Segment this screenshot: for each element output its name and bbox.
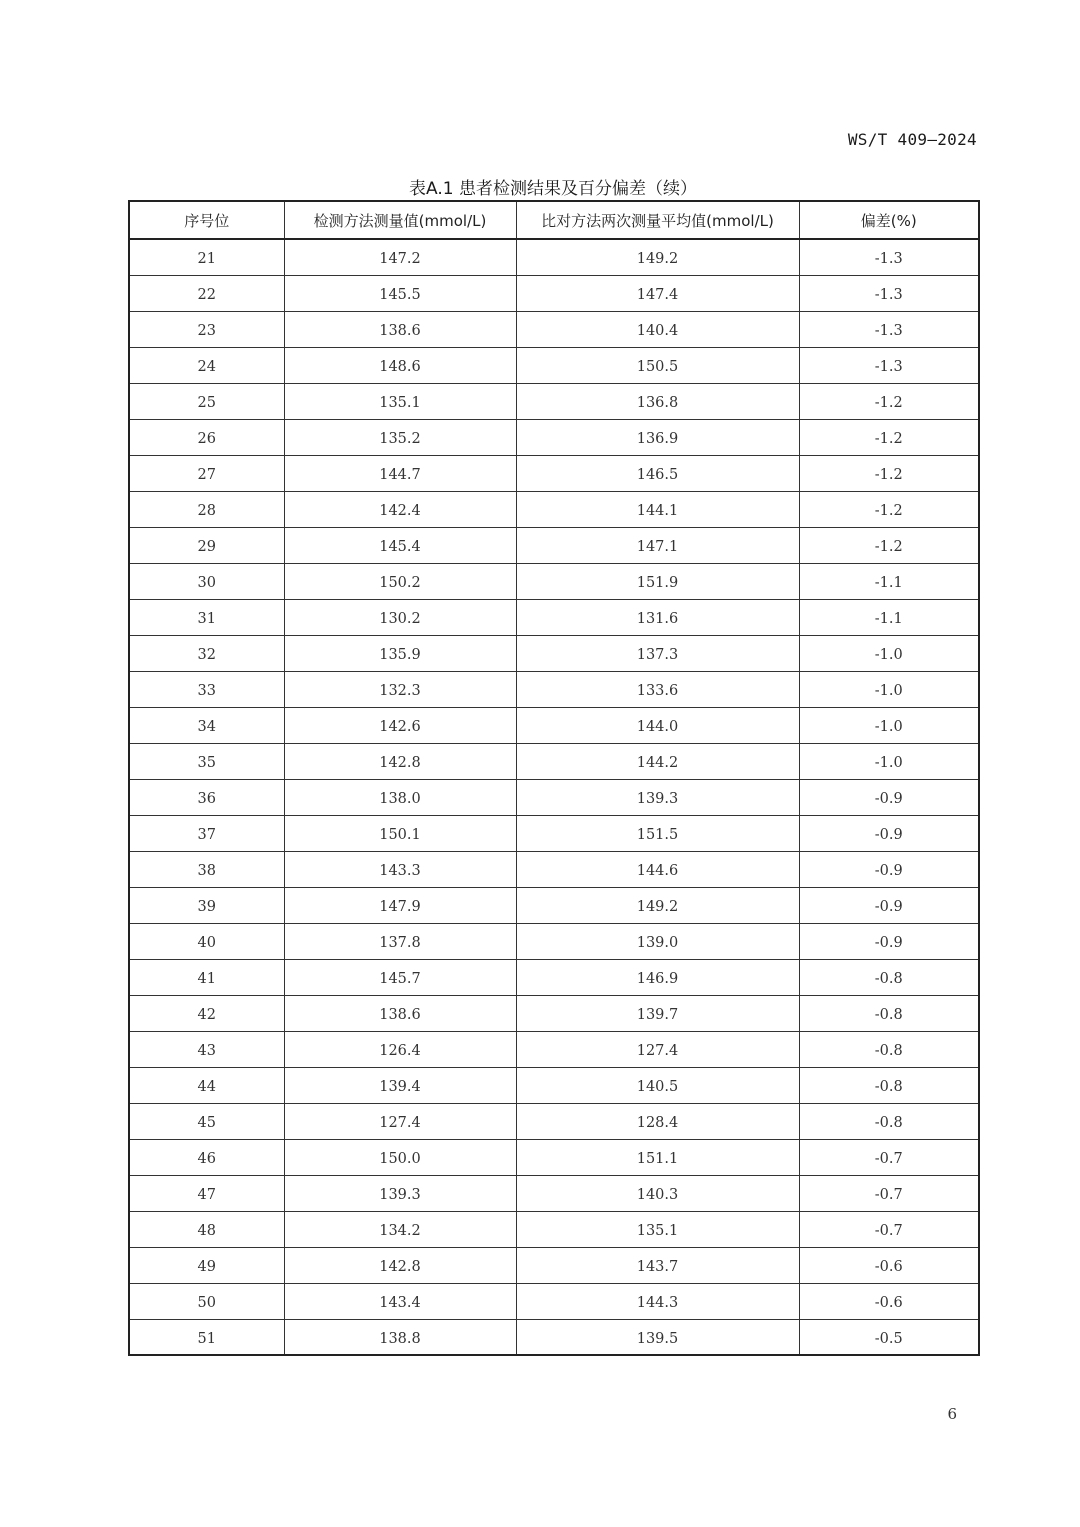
cell-bias: -0.9 <box>799 887 979 923</box>
cell-comparison-mean: 128.4 <box>516 1103 799 1139</box>
cell-sequence: 31 <box>129 599 284 635</box>
column-header-sequence: 序号位 <box>129 201 284 239</box>
cell-bias: -0.9 <box>799 815 979 851</box>
table-row <box>129 239 979 275</box>
cell-sequence: 37 <box>129 815 284 851</box>
table-row <box>129 743 979 779</box>
cell-comparison-mean: 136.9 <box>516 419 799 455</box>
cell-sequence: 47 <box>129 1175 284 1211</box>
cell-comparison-mean: 140.4 <box>516 311 799 347</box>
cell-bias: -1.2 <box>799 527 979 563</box>
cell-comparison-mean: 140.3 <box>516 1175 799 1211</box>
cell-bias: -1.2 <box>799 455 979 491</box>
table-row <box>129 815 979 851</box>
cell-bias: -0.6 <box>799 1283 979 1319</box>
cell-bias: -0.7 <box>799 1211 979 1247</box>
cell-test-value: 138.0 <box>284 779 516 815</box>
table-row <box>129 707 979 743</box>
cell-test-value: 150.0 <box>284 1139 516 1175</box>
cell-bias: -0.7 <box>799 1139 979 1175</box>
cell-comparison-mean: 139.0 <box>516 923 799 959</box>
cell-comparison-mean: 140.5 <box>516 1067 799 1103</box>
cell-bias: -0.8 <box>799 995 979 1031</box>
cell-comparison-mean: 127.4 <box>516 1031 799 1067</box>
cell-bias: -0.6 <box>799 1247 979 1283</box>
column-header-comparison-mean: 比对方法两次测量平均值(mmol/L) <box>516 201 799 239</box>
cell-comparison-mean: 150.5 <box>516 347 799 383</box>
cell-sequence: 48 <box>129 1211 284 1247</box>
document-code: WS/T 409—2024 <box>847 130 977 149</box>
cell-comparison-mean: 135.1 <box>516 1211 799 1247</box>
cell-sequence: 32 <box>129 635 284 671</box>
cell-bias: -1.3 <box>799 311 979 347</box>
cell-test-value: 145.4 <box>284 527 516 563</box>
cell-sequence: 50 <box>129 1283 284 1319</box>
cell-test-value: 139.4 <box>284 1067 516 1103</box>
cell-comparison-mean: 151.9 <box>516 563 799 599</box>
cell-test-value: 135.1 <box>284 383 516 419</box>
cell-bias: -0.8 <box>799 1031 979 1067</box>
cell-comparison-mean: 139.3 <box>516 779 799 815</box>
header-row <box>129 201 979 239</box>
cell-bias: -1.0 <box>799 635 979 671</box>
table-row <box>129 347 979 383</box>
cell-sequence: 23 <box>129 311 284 347</box>
cell-sequence: 45 <box>129 1103 284 1139</box>
table-row <box>129 455 979 491</box>
cell-sequence: 25 <box>129 383 284 419</box>
cell-test-value: 134.2 <box>284 1211 516 1247</box>
cell-comparison-mean: 146.9 <box>516 959 799 995</box>
table-row <box>129 887 979 923</box>
cell-sequence: 40 <box>129 923 284 959</box>
cell-test-value: 142.6 <box>284 707 516 743</box>
cell-test-value: 132.3 <box>284 671 516 707</box>
table-header <box>129 201 979 239</box>
cell-sequence: 43 <box>129 1031 284 1067</box>
table-row <box>129 1319 979 1355</box>
cell-bias: -1.3 <box>799 275 979 311</box>
table-row <box>129 635 979 671</box>
cell-test-value: 142.8 <box>284 743 516 779</box>
cell-sequence: 41 <box>129 959 284 995</box>
cell-test-value: 135.9 <box>284 635 516 671</box>
table-row <box>129 311 979 347</box>
column-header-bias: 偏差(%) <box>799 201 979 239</box>
cell-comparison-mean: 136.8 <box>516 383 799 419</box>
cell-sequence: 27 <box>129 455 284 491</box>
table-row <box>129 275 979 311</box>
cell-comparison-mean: 151.5 <box>516 815 799 851</box>
cell-bias: -1.2 <box>799 383 979 419</box>
cell-test-value: 145.7 <box>284 959 516 995</box>
column-header-test-value: 检测方法测量值(mmol/L) <box>284 201 516 239</box>
cell-comparison-mean: 131.6 <box>516 599 799 635</box>
cell-bias: -0.9 <box>799 851 979 887</box>
cell-comparison-mean: 149.2 <box>516 887 799 923</box>
cell-bias: -1.2 <box>799 419 979 455</box>
table-row <box>129 491 979 527</box>
table-row <box>129 995 979 1031</box>
table-row <box>129 1067 979 1103</box>
table-row <box>129 563 979 599</box>
cell-sequence: 44 <box>129 1067 284 1103</box>
table-row <box>129 1139 979 1175</box>
table-row <box>129 1175 979 1211</box>
cell-comparison-mean: 149.2 <box>516 239 799 275</box>
cell-comparison-mean: 151.1 <box>516 1139 799 1175</box>
results-table <box>128 200 980 1356</box>
cell-sequence: 33 <box>129 671 284 707</box>
cell-sequence: 39 <box>129 887 284 923</box>
cell-sequence: 38 <box>129 851 284 887</box>
cell-test-value: 143.4 <box>284 1283 516 1319</box>
cell-bias: -0.9 <box>799 779 979 815</box>
page-number: 6 <box>947 1405 957 1423</box>
cell-sequence: 36 <box>129 779 284 815</box>
cell-test-value: 150.1 <box>284 815 516 851</box>
cell-comparison-mean: 143.7 <box>516 1247 799 1283</box>
cell-test-value: 148.6 <box>284 347 516 383</box>
cell-bias: -0.7 <box>799 1175 979 1211</box>
table-row <box>129 1103 979 1139</box>
table-row <box>129 923 979 959</box>
cell-test-value: 130.2 <box>284 599 516 635</box>
table-row <box>129 1283 979 1319</box>
cell-comparison-mean: 139.5 <box>516 1319 799 1355</box>
cell-test-value: 143.3 <box>284 851 516 887</box>
cell-comparison-mean: 139.7 <box>516 995 799 1031</box>
cell-test-value: 127.4 <box>284 1103 516 1139</box>
cell-sequence: 22 <box>129 275 284 311</box>
cell-comparison-mean: 144.3 <box>516 1283 799 1319</box>
cell-bias: -0.8 <box>799 1067 979 1103</box>
cell-sequence: 29 <box>129 527 284 563</box>
cell-test-value: 142.8 <box>284 1247 516 1283</box>
cell-sequence: 26 <box>129 419 284 455</box>
table-row <box>129 599 979 635</box>
cell-sequence: 35 <box>129 743 284 779</box>
cell-test-value: 147.2 <box>284 239 516 275</box>
table-row <box>129 851 979 887</box>
cell-test-value: 137.8 <box>284 923 516 959</box>
table-row <box>129 1247 979 1283</box>
cell-test-value: 150.2 <box>284 563 516 599</box>
cell-bias: -1.3 <box>799 239 979 275</box>
table-row <box>129 527 979 563</box>
cell-bias: -1.0 <box>799 671 979 707</box>
cell-comparison-mean: 144.0 <box>516 707 799 743</box>
cell-sequence: 34 <box>129 707 284 743</box>
table-row <box>129 779 979 815</box>
cell-sequence: 46 <box>129 1139 284 1175</box>
cell-comparison-mean: 133.6 <box>516 671 799 707</box>
cell-test-value: 147.9 <box>284 887 516 923</box>
table-body <box>129 239 979 1355</box>
cell-bias: -1.3 <box>799 347 979 383</box>
cell-bias: -1.1 <box>799 563 979 599</box>
cell-test-value: 138.8 <box>284 1319 516 1355</box>
cell-bias: -1.1 <box>799 599 979 635</box>
cell-sequence: 24 <box>129 347 284 383</box>
table-row <box>129 383 979 419</box>
table-row <box>129 1211 979 1247</box>
table-row <box>129 419 979 455</box>
cell-bias: -1.2 <box>799 491 979 527</box>
cell-test-value: 135.2 <box>284 419 516 455</box>
table-row <box>129 1031 979 1067</box>
cell-comparison-mean: 147.4 <box>516 275 799 311</box>
cell-bias: -0.9 <box>799 923 979 959</box>
table-title: 表A.1 患者检测结果及百分偏差（续） <box>409 179 697 199</box>
cell-comparison-mean: 137.3 <box>516 635 799 671</box>
cell-test-value: 138.6 <box>284 311 516 347</box>
cell-test-value: 144.7 <box>284 455 516 491</box>
cell-test-value: 138.6 <box>284 995 516 1031</box>
cell-test-value: 126.4 <box>284 1031 516 1067</box>
cell-comparison-mean: 147.1 <box>516 527 799 563</box>
cell-bias: -0.8 <box>799 959 979 995</box>
cell-comparison-mean: 146.5 <box>516 455 799 491</box>
cell-sequence: 49 <box>129 1247 284 1283</box>
cell-test-value: 145.5 <box>284 275 516 311</box>
cell-sequence: 51 <box>129 1319 284 1355</box>
cell-test-value: 139.3 <box>284 1175 516 1211</box>
cell-sequence: 42 <box>129 995 284 1031</box>
cell-sequence: 30 <box>129 563 284 599</box>
cell-bias: -1.0 <box>799 707 979 743</box>
cell-bias: -0.8 <box>799 1103 979 1139</box>
cell-comparison-mean: 144.2 <box>516 743 799 779</box>
table-row <box>129 959 979 995</box>
cell-sequence: 21 <box>129 239 284 275</box>
cell-comparison-mean: 144.6 <box>516 851 799 887</box>
cell-sequence: 28 <box>129 491 284 527</box>
cell-bias: -0.5 <box>799 1319 979 1355</box>
cell-comparison-mean: 144.1 <box>516 491 799 527</box>
cell-test-value: 142.4 <box>284 491 516 527</box>
table-row <box>129 671 979 707</box>
cell-bias: -1.0 <box>799 743 979 779</box>
